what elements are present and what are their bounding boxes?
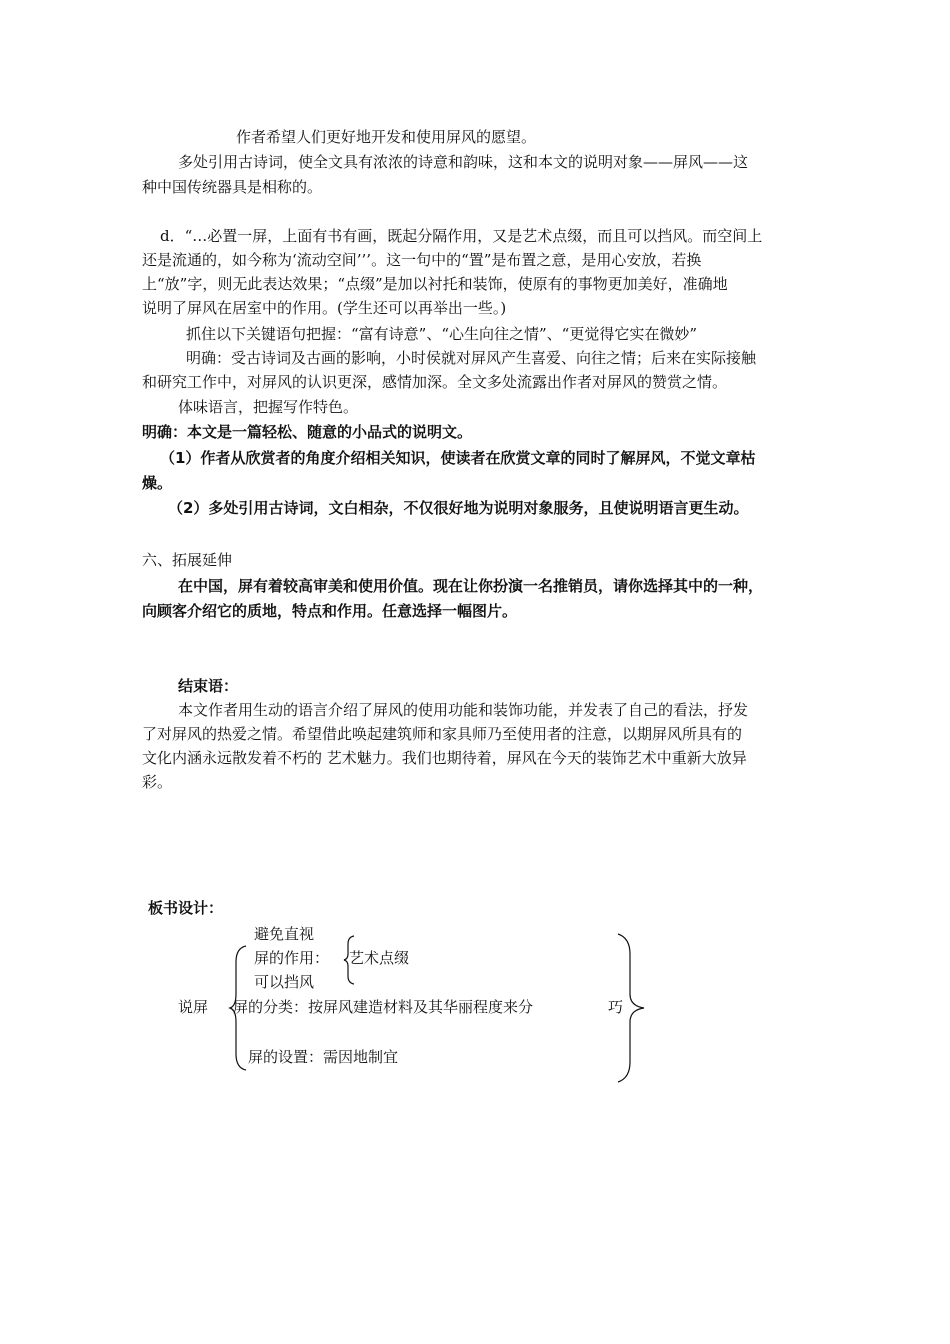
bold-line: 明确：本文是一篇轻松、随意的小品式的说明文。 bbox=[142, 423, 473, 441]
bold-line: 燥。 bbox=[142, 474, 173, 492]
board-item-avoid-direct-view: 避免直视 bbox=[254, 925, 315, 943]
board-root-label: 说屏 bbox=[178, 998, 209, 1016]
right-brace-icon bbox=[614, 932, 648, 1084]
bold-line: （2）多处引用古诗词，文白相杂，不仅很好地为说明对象服务，且使说明语言更生动。 bbox=[168, 499, 749, 517]
text-line: 体味语言，把握写作特色。 bbox=[178, 398, 359, 416]
bold-line: 在中国，屏有着较高审美和使用价值。现在让你扮演一名推销员，请你选择其中的一种， bbox=[178, 577, 764, 595]
bold-line: （1）作者从欣赏者的角度介绍相关知识，使读者在欣赏文章的同时了解屏风，不觉文章枯 bbox=[160, 449, 756, 467]
text-line: 多处引用古诗词，使全文具有浓浓的诗意和韵味，这和本文的说明对象——屏风——这 bbox=[178, 153, 749, 171]
board-item-placement: 屏的设置：需因地制宜 bbox=[248, 1048, 399, 1066]
board-item-decoration: 艺术点缀 bbox=[349, 949, 410, 967]
board-item-classification: 屏的分类：按屏风建造材料及其华丽程度来分 bbox=[233, 998, 534, 1016]
text-line: 和研究工作中，对屏风的认识更深，感情加深。全文多处流露出作者对屏风的赞赏之情。 bbox=[142, 373, 728, 391]
text-line: 说明了屏风在居室中的作用。(学生还可以再举出一些。) bbox=[142, 299, 507, 317]
text-line: 彩。 bbox=[142, 773, 173, 791]
text-line: 了对屏风的热爱之情。希望借此唤起建筑师和家具师乃至使用者的注意，以期屏风所具有的 bbox=[142, 725, 743, 743]
inner-brace-icon bbox=[342, 934, 356, 986]
text-line: 还是流通的，如今称为‘流动空间’’’。这一句中的“置”是布置之意，是用心安放，若换 bbox=[142, 251, 702, 269]
text-line: 上“放”字，则无此表达效果；“点缀”是加以衬托和装饰，使原有的事物更加美好，准确地 bbox=[142, 275, 728, 293]
bold-line: 向顾客介绍它的质地，特点和作用。任意选择一幅图片。 bbox=[142, 602, 518, 620]
board-title: 板书设计： bbox=[148, 899, 224, 917]
section-heading: 六、拓展延伸 bbox=[142, 551, 233, 569]
left-brace-icon bbox=[228, 944, 248, 1072]
text-line: 抓住以下关键语句把握：“富有诗意”、“心生向往之情”、“更觉得它实在微妙” bbox=[186, 325, 698, 343]
board-item-windbreak: 可以挡风 bbox=[254, 973, 315, 991]
text-line: 作者希望人们更好地开发和使用屏风的愿望。 bbox=[236, 128, 537, 146]
closing-heading: 结束语： bbox=[178, 677, 239, 695]
text-line: 本文作者用生动的语言介绍了屏风的使用功能和装饰功能，并发表了自己的看法，抒发 bbox=[178, 701, 749, 719]
board-item-function-label: 屏的作用： bbox=[254, 949, 330, 967]
text-line: d．“…必置一屏，上面有书有画，既起分隔作用，又是艺术点缀，而且可以挡风。而空间上 bbox=[160, 227, 763, 245]
text-line: 种中国传统器具是相称的。 bbox=[142, 178, 323, 196]
text-line: 明确：受古诗词及古画的影响，小时侯就对屏风产生喜爱、向往之情；后来在实际接触 bbox=[186, 349, 757, 367]
board-conclusion: 巧 bbox=[608, 998, 624, 1016]
text-line: 文化内涵永远散发着不朽的 艺术魅力。我们也期待着，屏风在今天的装饰艺术中重新大放异 bbox=[142, 749, 747, 767]
